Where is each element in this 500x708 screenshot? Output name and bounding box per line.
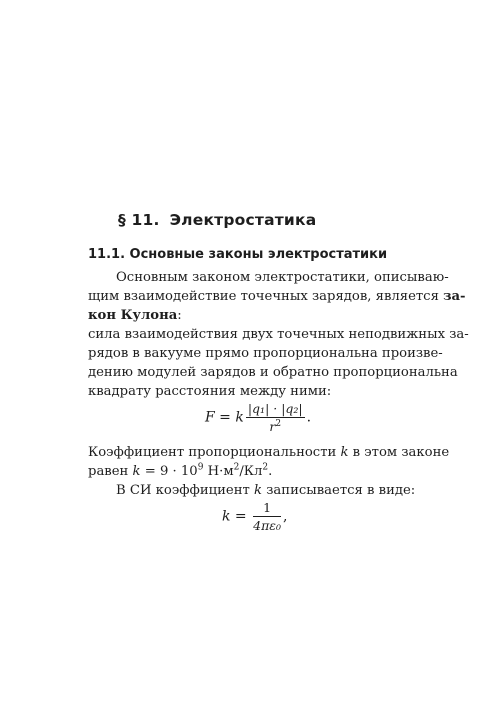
- formula-denominator: 4πε₀: [253, 518, 282, 533]
- section-heading: [118, 211, 316, 229]
- paragraph-line: [116, 268, 449, 287]
- formula-fraction: [253, 500, 281, 533]
- section-title: Электростатика: [169, 211, 317, 229]
- formula-numerator: 1: [253, 500, 281, 517]
- formula-equals: =: [230, 508, 252, 525]
- k-si-formula: [222, 500, 287, 533]
- exponent: 2: [262, 462, 269, 473]
- text-run: :: [177, 308, 182, 323]
- coulomb-formula: [205, 401, 311, 434]
- text-run: = 9 · 10: [140, 464, 198, 479]
- text-run: /Кл: [239, 464, 263, 479]
- formula-fraction: [246, 401, 305, 434]
- formula-den-exponent: 2: [275, 418, 282, 429]
- text-run: записывается в виде:: [262, 483, 416, 498]
- formula-denominator: [246, 418, 305, 434]
- exponent: 9: [197, 462, 204, 473]
- paragraph-line: [88, 287, 466, 306]
- math-var: k: [132, 464, 141, 479]
- bold-term: за-: [443, 289, 466, 304]
- paragraph-line: [88, 363, 458, 382]
- formula-lhs: k: [222, 508, 231, 525]
- text-run: дению модулей зарядов и обратно пропорциональна: [88, 365, 458, 380]
- text-run: щим взаимодействие точечных зарядов, является: [88, 289, 444, 304]
- paragraph-line: [88, 325, 469, 344]
- text-run: .: [268, 464, 273, 479]
- text-run: квадрату расстояния между ними:: [88, 384, 332, 399]
- paragraph-line: [88, 443, 450, 462]
- formula-den-base: r: [269, 419, 276, 434]
- formula-coefficient: = k: [214, 409, 244, 426]
- exponent: 2: [233, 462, 240, 473]
- subsection-heading: 11.1. Основные законы электростатики: [88, 247, 388, 262]
- text-run: в этом законе: [348, 445, 450, 460]
- text-run: В СИ коэффициент: [116, 483, 255, 498]
- text-run: Коэффициент пропорциональности: [88, 445, 341, 460]
- math-var: k: [340, 445, 349, 460]
- section-number: § 11.: [118, 211, 160, 229]
- text-run: рядов в вакууме прямо пропорциональна произве-: [88, 346, 443, 361]
- paragraph-line: [88, 382, 423, 401]
- paragraph-line: [116, 481, 423, 500]
- formula-lhs: F: [205, 409, 215, 426]
- text-run: сила взаимодействия двух точечных неподвижных за-: [88, 327, 469, 342]
- text-run: Н·м: [203, 464, 234, 479]
- paragraph-line: [88, 462, 423, 481]
- text-run: Основным законом электростатики, описываю-: [116, 270, 449, 285]
- formula-punctuation: .: [306, 409, 312, 426]
- math-var: k: [254, 483, 263, 498]
- formula-numerator: |q₁| · |q₂|: [247, 401, 303, 416]
- formula-punctuation: ,: [283, 508, 288, 525]
- text-run: равен: [88, 464, 133, 479]
- paragraph-line: [88, 306, 423, 325]
- bold-term: кон Кулона: [88, 308, 178, 323]
- paragraph-line: [88, 344, 443, 363]
